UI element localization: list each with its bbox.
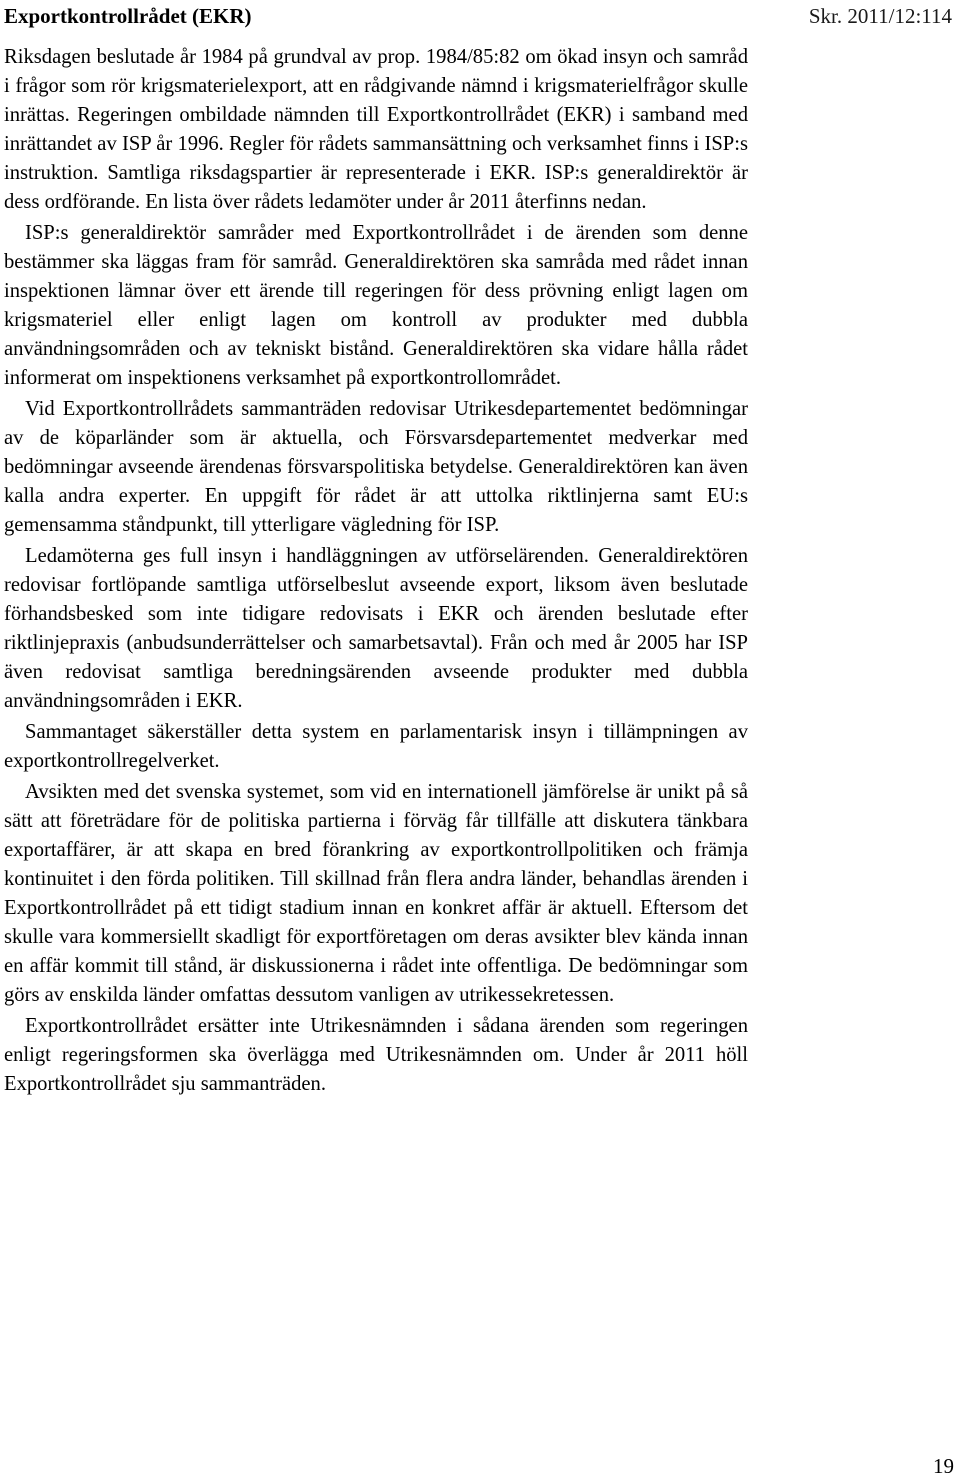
body-text <box>4 43 748 1101</box>
paragraph-consultation: ISP:s generaldirektör samråder med Exportkontrollrådet i de ärenden som denne bestämmer ska läggas fram för samråd. Generaldirektören ska samråda med rådet innan inspektionen lämnar över ett ärende till regeringen för dess prövning enligt lagen om krigsmateriel eller enligt lagen om kontroll av produkter med dubbla användningsområden och av tekniskt bistånd. Generaldirektören ska vidare hålla rådet informerat om inspektionens verksamhet på exportkontrollområdet. <box>4 222 748 389</box>
document-reference: Skr. 2011/12:114 <box>808 4 952 28</box>
paragraph-members-insight: Ledamöterna ges full insyn i handläggningen av utförselärenden. Generaldirektören redovisar fortlöpande samtliga utförselbeslut avseende export, liksom även beslutade förhandsbesked som inte tidigare redovisats i EKR och ärenden beslutade efter riktlinjepraxis (anbudsunderrättelser och samarbetsavtal). Från och med år 2005 har ISP även redovisat samtliga beredningsärenden avseende produkter med dubbla användningsområden i EKR. <box>4 545 748 712</box>
section-title: Exportkontrollrådet (EKR) <box>4 4 252 28</box>
paragraph-summary: Sammantaget säkerställer detta system en parlamentarisk insyn i tillämpningen av exportkontrollregelverket. <box>4 721 748 772</box>
paragraph-purpose: Avsikten med det svenska systemet, som vid en internationell jämförelse är unikt på så sätt att företrädare för de politiska partierna i förväg får tillfälle att diskutera tänkbara exportaffärer, är att skapa en bred förankring av exportkontrollpolitiken och främja kontinuitet i den förda politiken. Till skillnad från flera andra länder, behandlas ärenden i Exportkontrollrådet på ett tidigt stadium innan en konkret affär är aktuell. Eftersom det skulle vara kommersiellt skadligt för exportföretagen om deras avsikter blev kända innan en affär kommit till stånd, är diskussionerna i rådet inte offentliga. De bedömningar som görs av enskilda länder omfattas dessutom vanligen av utrikessekretessen. <box>4 781 748 1006</box>
paragraph-meetings: Vid Exportkontrollrådets sammanträden redovisar Utrikesdepartementet bedömningar av de köparländer som är aktuella, och Försvarsdepartementet medverkar med bedömningar avseende ärendenas försvarspolitiska betydelse. Generaldirektören kan även kalla andra experter. En uppgift för rådet är att uttolka riktlinjerna samt EU:s gemensamma ståndpunkt, till ytterligare vägledning för ISP. <box>4 398 748 536</box>
paragraph-foreign-committee: Exportkontrollrådet ersätter inte Utrikesnämnden i sådana ärenden som regeringen enligt regeringsformen ska överlägga med Utrikesnämnden om. Under år 2011 höll Exportkontrollrådet sju sammanträden. <box>4 1015 748 1095</box>
page-header <box>4 2 952 32</box>
paragraph-intro: Riksdagen beslutade år 1984 på grundval av prop. 1984/85:82 om ökad insyn och samråd i frågor som rör krigsmaterielexport, att en rådgivande nämnd i krigsmaterielfrågor skulle inrättas. Regeringen ombildade nämnden till Exportkontrollrådet (EKR) i samband med inrättandet av ISP år 1996. Regler för rådets sammansättning och verksamhet finns i ISP:s instruktion. Samtliga riksdagspartier är representerade i EKR. ISP:s generaldirektör är dess ordförande. En lista över rådets ledamöter under år 2011 återfinns nedan. <box>4 46 748 213</box>
page-number: 19 <box>933 1454 954 1478</box>
